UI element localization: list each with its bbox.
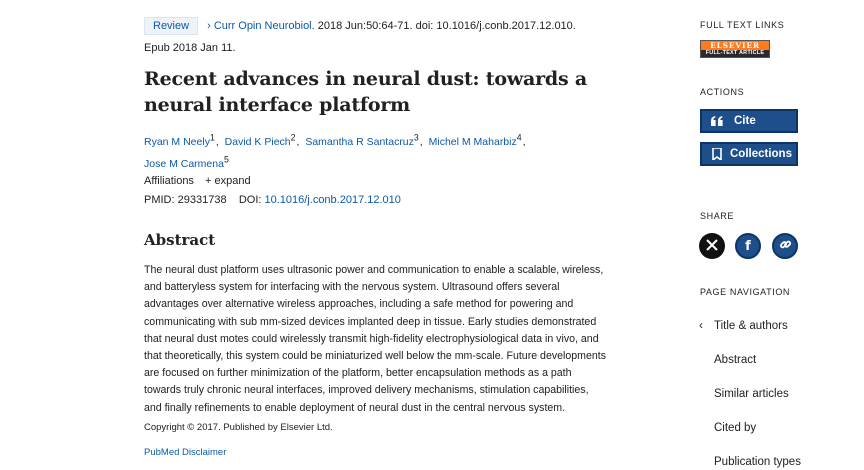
citation-line bbox=[144, 16, 664, 58]
cite-button[interactable] bbox=[700, 109, 798, 133]
pmid-label: PMID: bbox=[144, 194, 175, 206]
author-item bbox=[428, 132, 522, 148]
quote-icon bbox=[706, 116, 728, 126]
article-title: Recent advances in neural dust: towards a neural interface platform bbox=[144, 68, 588, 116]
bookmark-icon bbox=[706, 148, 728, 160]
x-icon bbox=[706, 239, 718, 254]
pmid-value: 29331738 bbox=[177, 194, 227, 206]
chevron-left-icon: ‹ bbox=[699, 318, 703, 332]
author-item bbox=[144, 154, 229, 170]
affiliation-ref[interactable]: 5 bbox=[223, 154, 229, 165]
review-badge: Review bbox=[144, 17, 198, 35]
nav-cited-by[interactable]: Cited by bbox=[714, 422, 757, 434]
elsevier-logo-text: ELSEVIER bbox=[701, 41, 769, 50]
expand-button[interactable]: + expand bbox=[205, 175, 251, 187]
author-link[interactable]: David K Piech bbox=[224, 135, 291, 148]
abstract-line: communicating with sub mm-sized devices implanted deep in tissue. Early studies demonstrated bbox=[144, 315, 597, 328]
facebook-share-button[interactable] bbox=[735, 233, 761, 259]
doi-label: DOI: bbox=[238, 194, 262, 206]
journal-link[interactable]: Curr Opin Neurobiol. bbox=[213, 20, 315, 32]
author-item bbox=[305, 132, 419, 148]
doi-link[interactable]: 10.1016/j.conb.2017.12.010 bbox=[264, 194, 401, 206]
affiliation-ref[interactable]: 1 bbox=[209, 132, 215, 142]
share-heading: SHARE bbox=[700, 211, 735, 221]
elsevier-subtext: FULL-TEXT ARTICLE bbox=[701, 50, 769, 57]
x-share-button[interactable] bbox=[699, 233, 725, 259]
affiliations-label: Affiliations bbox=[144, 175, 194, 187]
author-item bbox=[144, 132, 215, 148]
affiliations-toggle[interactable] bbox=[144, 173, 251, 189]
author-item bbox=[224, 132, 296, 148]
abstract-line: that neural dust motes could wirelessly transmit high-fidelity electrophysiological data in vivo, and bbox=[144, 332, 599, 345]
abstract-line: towards truly chronic neural interfaces, improved delivery mechanisms, stimulation capabilities, bbox=[144, 384, 589, 397]
abstract-line: are focused on further minimization of the platform, better encapsulation methods as a path bbox=[144, 367, 572, 380]
author-link[interactable]: Michel M Maharbiz bbox=[428, 135, 517, 148]
cite-label: Cite bbox=[734, 115, 756, 127]
author-list: Ryan M Neely$^1$, David K Piech$^2$, Samantha R Santacruz$^3$, Michel M Maharbiz$^4$, Jose M Carmena$^5$ bbox=[144, 132, 526, 170]
affiliation-ref[interactable]: 3 bbox=[413, 132, 419, 142]
abstract-heading: Abstract bbox=[144, 231, 216, 249]
link-icon bbox=[779, 238, 792, 254]
abstract-text bbox=[144, 262, 656, 417]
facebook-icon: f bbox=[745, 238, 751, 254]
nav-abstract[interactable]: Abstract bbox=[714, 354, 757, 366]
pubmed-disclaimer-link[interactable]: PubMed Disclaimer bbox=[144, 447, 227, 458]
author-link[interactable]: Ryan M Neely bbox=[144, 135, 210, 148]
abstract-line: The neural dust platform uses ultrasonic power and communication to enable a scalable, wireless, bbox=[144, 264, 604, 276]
abstract-line: that theoretically, this system could be miniaturized well below the mm-scale. Future developments bbox=[144, 350, 607, 363]
abstract-line: and finally refinements to enable deployment of neural dust in the central nervous system. bbox=[144, 401, 566, 414]
nav-title-authors[interactable]: Title & authors bbox=[714, 320, 788, 332]
nav-publication-types[interactable]: Publication types bbox=[714, 456, 801, 468]
abstract-line: and batteryless system for interfacing with the nervous system. Ultrasound offers several bbox=[144, 281, 560, 294]
abstract-line: advantages over alternative wireless approaches, including a safe method for powering and bbox=[144, 298, 574, 311]
epub-date: Epub 2018 Jan 11. bbox=[144, 42, 236, 54]
author-link[interactable]: Jose M Carmena bbox=[144, 158, 224, 170]
chevron-right-icon: › bbox=[207, 20, 211, 32]
copy-link-button[interactable] bbox=[772, 233, 798, 259]
page-navigation-heading: PAGE NAVIGATION bbox=[700, 287, 791, 297]
identifiers bbox=[144, 192, 401, 208]
copyright-text: Copyright © 2017. Published by Elsevier Ltd. bbox=[144, 422, 333, 433]
actions-heading: ACTIONS bbox=[700, 87, 745, 97]
affiliation-ref[interactable]: 4 bbox=[516, 132, 522, 142]
author-link[interactable]: Samantha R Santacruz bbox=[305, 135, 414, 148]
collections-button[interactable] bbox=[700, 142, 798, 166]
nav-similar-articles[interactable]: Similar articles bbox=[714, 388, 789, 400]
collections-label: Collections bbox=[730, 148, 792, 160]
affiliation-ref[interactable]: 2 bbox=[290, 132, 296, 142]
full-text-links-heading: FULL TEXT LINKS bbox=[700, 20, 785, 30]
citation-text: 2018 Jun:50:64-71. doi: 10.1016/j.conb.2017.12.010. bbox=[317, 20, 576, 32]
elsevier-full-text-link[interactable] bbox=[700, 40, 770, 58]
